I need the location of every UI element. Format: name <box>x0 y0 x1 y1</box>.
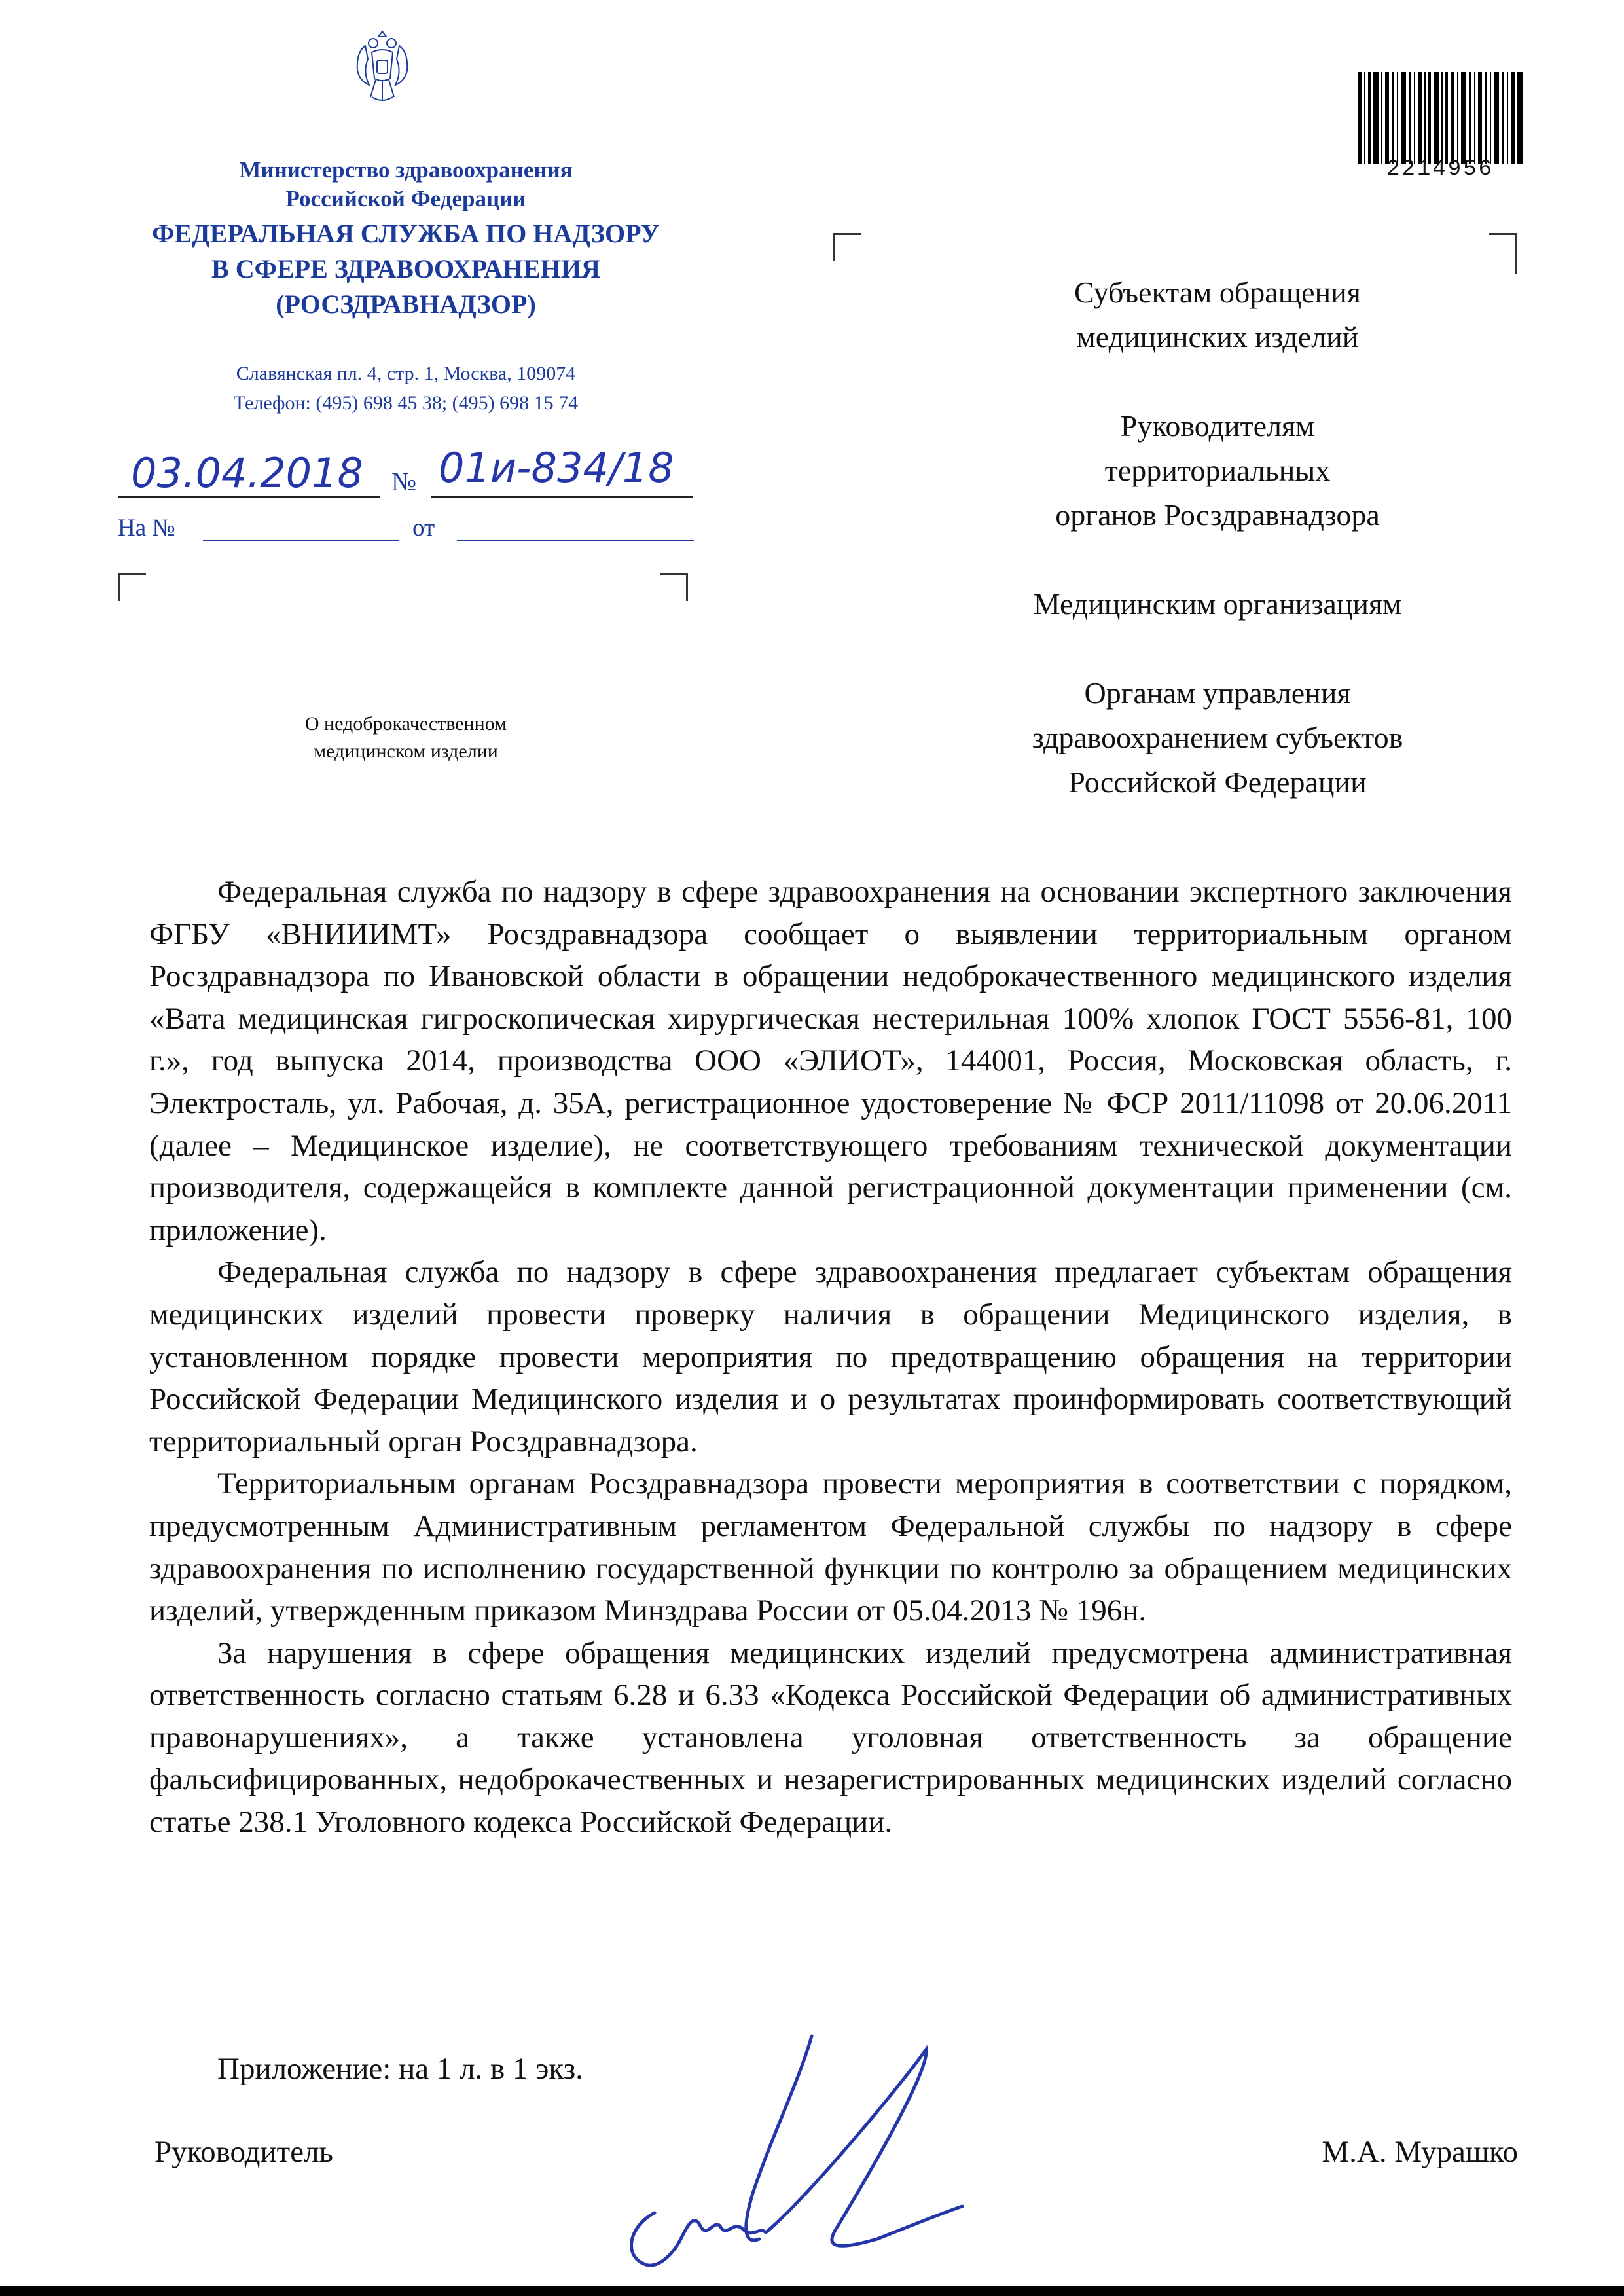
from-label: от <box>412 515 435 541</box>
reference-row <box>118 514 694 542</box>
reference-number-blank <box>203 540 399 541</box>
body-paragraph: За нарушения в сфере обращения медицинских изделий предусмотрена административная ответственность согласно статьям 6.28 и 6.33 «Кодекса Российской Федерации об административных правонарушениях», а также установлена уголовная ответственность за обращение фальсифицированных, недоброкачественных и незарегистрированных медицинских изделий согласно статье 238.1 Уголовного кодекса Российской Федерации. <box>149 1635 1512 1840</box>
registration-row <box>118 444 707 511</box>
reference-label: На № <box>118 515 175 541</box>
letter-body <box>149 871 1512 1844</box>
addressee-line: территориальных <box>1104 454 1331 487</box>
addressee-item <box>916 582 1519 627</box>
scan-edge-bar <box>0 2286 1624 2296</box>
address: Славянская пл. 4, стр. 1, Москва, 109074 <box>236 363 576 384</box>
addressee-line: Субъектам обращения <box>1074 276 1361 309</box>
barcode-number: 2214956 <box>1386 157 1494 182</box>
service-line-1: ФЕДЕРАЛЬНАЯ СЛУЖБА ПО НАДЗОРУ <box>152 219 660 248</box>
date-handwritten: 03.04.2018 <box>131 449 363 497</box>
letter-subject <box>216 710 596 765</box>
addressee-list <box>916 270 1519 849</box>
service-name <box>105 216 707 322</box>
addressee-line: органов Росздравнадзора <box>1055 498 1380 532</box>
body-paragraph: Федеральная служба по надзору в сфере здравоохранения предлагает субъектам обращения медицинских изделий провести проверку наличия в обращении Медицинского изделия, в установленном порядке провести мероприятия по предотвращению обращения на территории Российской Федерации Медицинского изделия и о результатах проинформировать соответствующий территориальный орган Росздравнадзора. <box>149 1255 1512 1459</box>
addressee-item <box>916 671 1519 805</box>
ministry-line-2: Российской Федерации <box>285 186 526 211</box>
number-handwritten: 01и-834/18 <box>439 444 674 492</box>
reference-date-blank <box>457 540 694 541</box>
barcode-icon <box>1358 72 1523 164</box>
subject-line-1: О недоброкачественном <box>304 713 507 735</box>
body-paragraph: Федеральная служба по надзору в сфере здравоохранения на основании экспертного заключения ФГБУ «ВНИИИМТ» Росздравнадзора сообщает о выявлении территориальным органом Росздравнадзора по Ивановской области в обращении недоброкачественного медицинского изделия «Вата медицинская гигроскопическая хирургическая нестерильная 100% хлопок ГОСТ 5556-81, 100 г.», год выпуска 2014, производства ООО «ЭЛИОТ», 144001, Россия, Московская область, г. Электросталь, ул. Рабочая, д. 35А, регистрационное удостоверение № ФСР 2011/11098 от 20.06.2011 (далее – Медицинское изделие), не соответствующего требованиям технической документации производителя, содержащейся в комплекте данной регистрационной документации применении (см. приложение). <box>149 875 1512 1247</box>
ministry-line-1: Министерство здравоохранения <box>239 157 573 183</box>
phone: Телефон: (495) 698 45 38; (495) 698 15 74 <box>233 392 579 414</box>
addressee-line: здравоохранением субъектов <box>1032 721 1403 754</box>
service-line-3: (РОСЗДРАВНАДЗОР) <box>276 289 536 319</box>
addressee-line: Российской Федерации <box>1068 765 1367 799</box>
signer-name: М.А. Мурашко <box>1322 2135 1518 2169</box>
addressee-item <box>916 270 1519 359</box>
address-block <box>151 359 661 418</box>
service-line-2: В СФЕРЕ ЗДРАВООХРАНЕНИЯ <box>211 254 600 283</box>
addressee-item <box>916 404 1519 538</box>
addressee-line: Руководителям <box>1120 409 1315 443</box>
signature-scribble-icon <box>602 2030 969 2272</box>
attachment-note: Приложение: на 1 л. в 1 экз. <box>217 2052 583 2086</box>
signer-position: Руководитель <box>154 2135 333 2169</box>
subject-corner-left <box>118 573 146 601</box>
addressee-corner-left <box>833 233 861 261</box>
addressee-line: Медицинским организациям <box>1033 587 1402 621</box>
addressee-line: медицинских изделий <box>1076 320 1359 354</box>
subject-line-2: медицинском изделии <box>314 740 498 762</box>
double-headed-eagle-emblem-icon <box>352 26 412 124</box>
subject-corner-right <box>660 573 688 601</box>
ministry-name <box>151 156 661 213</box>
number-sign: № <box>391 467 417 496</box>
body-paragraph: Территориальным органам Росздравнадзора провести мероприятия в соответствии с порядком, предусмотренным Административным регламентом Федеральной службы по надзору в сфере здравоохранения по исполнению государственной функции по контролю за обращением медицинских изделий, утвержденным приказом Минздрава России от 05.04.2013 № 196н. <box>149 1467 1512 1628</box>
addressee-corner-right <box>1489 233 1517 274</box>
addressee-line: Органам управления <box>1084 676 1351 710</box>
